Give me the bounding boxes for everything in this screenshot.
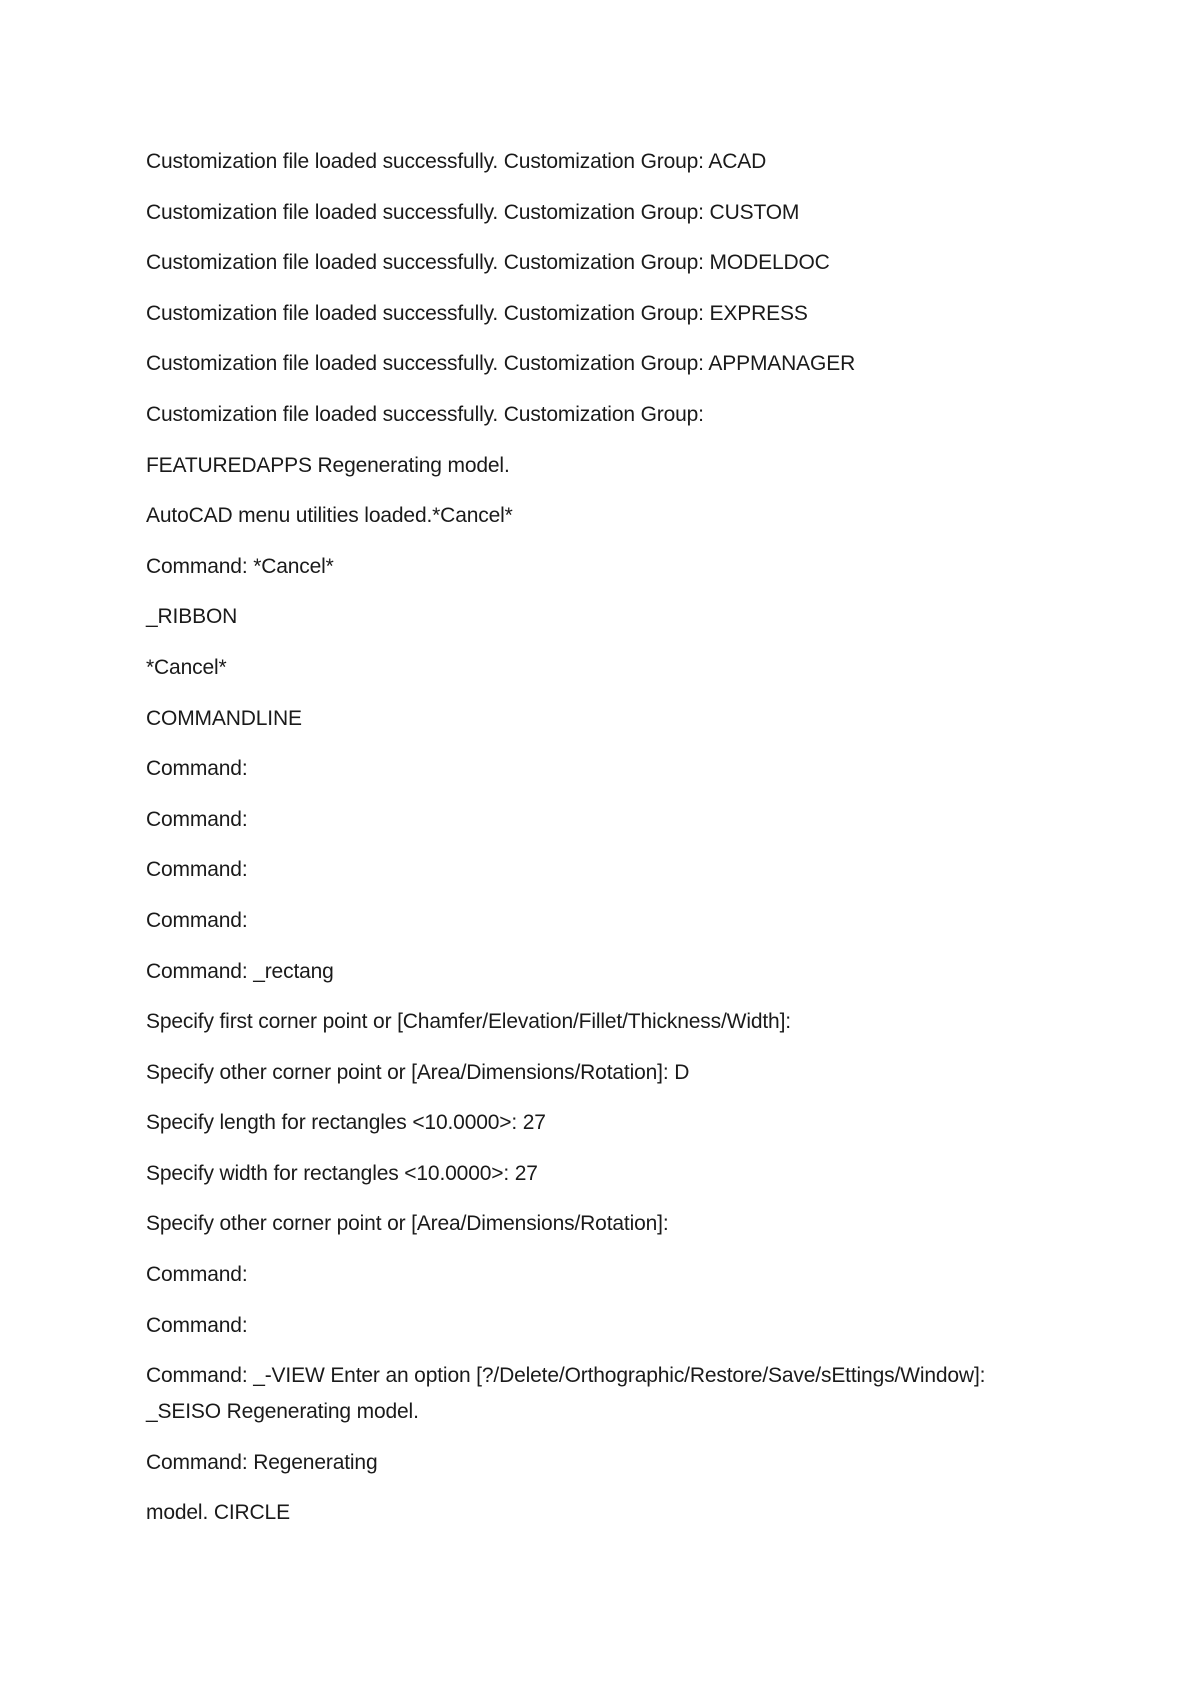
document-line: Specify other corner point or [Area/Dimensions/Rotation]: D xyxy=(146,1060,690,1084)
document-line: Command: *Cancel* xyxy=(146,554,334,578)
document-line: COMMANDLINE xyxy=(146,706,302,730)
document-line: Command: Regenerating xyxy=(146,1450,378,1474)
document-line: Command: xyxy=(146,807,248,831)
document-line: _RIBBON xyxy=(146,605,238,629)
document-line: *Cancel* xyxy=(146,655,227,679)
document-line: Customization file loaded successfully. Customization Group: MODELDOC xyxy=(146,251,830,275)
document-line: Customization file loaded successfully. Customization Group: ACAD xyxy=(146,150,767,173)
document-line: Command: xyxy=(146,757,248,781)
document-line: Specify first corner point or [Chamfer/Elevation/Fillet/Thickness/Width]: xyxy=(146,1010,791,1034)
document-line: Customization file loaded successfully. Customization Group: CUSTOM xyxy=(146,200,800,224)
document-line: Command: xyxy=(146,1313,248,1337)
document-line: Command: xyxy=(146,908,248,932)
document-line: Command: xyxy=(146,1263,248,1287)
document-line: Customization file loaded successfully. Customization Group: xyxy=(146,402,704,426)
document-line: Customization file loaded successfully. Customization Group: APPMANAGER xyxy=(146,352,856,376)
document-line: Specify length for rectangles <10.0000>: 27 xyxy=(146,1111,546,1135)
document-line: FEATUREDAPPS Regenerating model. xyxy=(146,453,510,477)
document-line: Specify width for rectangles <10.0000>: 27 xyxy=(146,1161,538,1185)
document-line: Command: _-VIEW Enter an option [?/Delete/Orthographic/Restore/Save/sEttings/Window]: _SEISO Regenerating model. xyxy=(146,1364,991,1424)
document-line: model. CIRCLE xyxy=(146,1501,290,1525)
document-line: Command: _rectang xyxy=(146,959,334,983)
document-line: AutoCAD menu utilities loaded.*Cancel* xyxy=(146,504,513,528)
document-line: Specify other corner point or [Area/Dimensions/Rotation]: xyxy=(146,1212,669,1236)
document-line: Customization file loaded successfully. Customization Group: EXPRESS xyxy=(146,301,808,325)
document-line: Command: xyxy=(146,858,248,882)
